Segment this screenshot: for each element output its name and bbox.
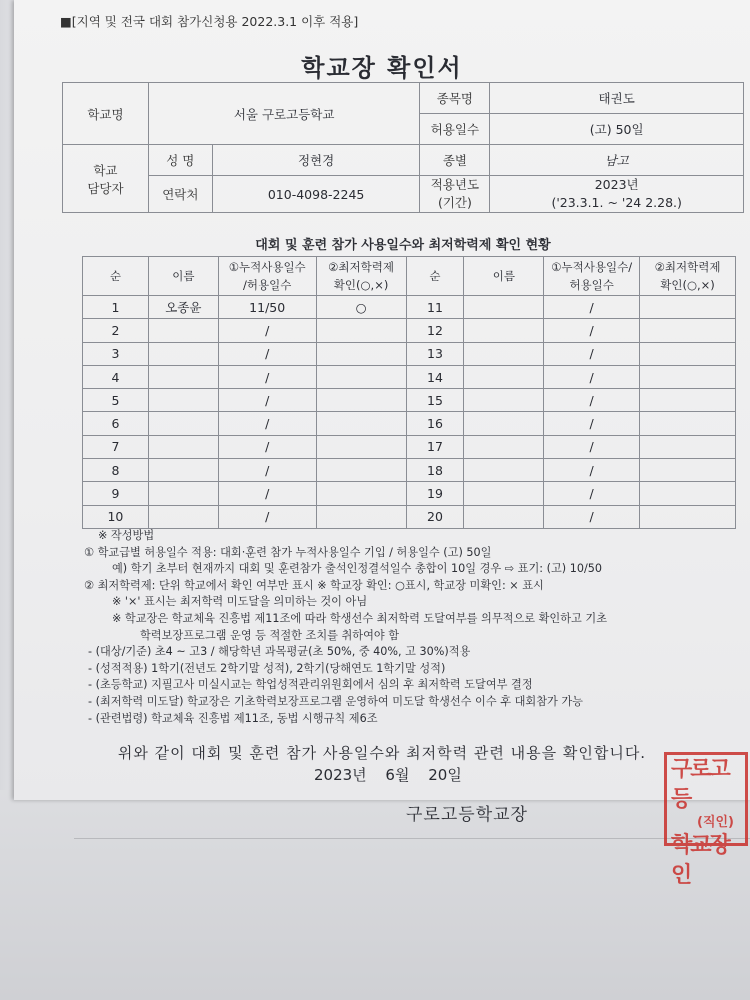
col-min-line2: 확인(○,×): [333, 278, 389, 292]
year-value-cell: [490, 176, 744, 213]
row-check: [316, 412, 406, 435]
row-name-right: [464, 342, 544, 365]
row-check-right: [640, 435, 736, 458]
row-number-right: 14: [406, 365, 464, 388]
note-item: ① 학교급별 허용일수 적용: 대회·훈련 참가 누적사용일수 기입 / 허용일수 (고) 50일: [84, 545, 492, 559]
contact-person-label: [63, 145, 149, 213]
row-number-right: 18: [406, 459, 464, 482]
school-name: 서울 구로고등학교: [148, 83, 420, 145]
table-row: [83, 319, 736, 342]
row-name-right: [464, 296, 544, 319]
row-check: ○: [316, 296, 406, 319]
note-item: 학력보장프로그램 운영 등 적절한 조치를 취하여야 함: [140, 628, 400, 642]
participation-table: [82, 256, 736, 529]
category-value: 남고: [490, 145, 744, 176]
row-number: 9: [83, 482, 149, 505]
table-row: [83, 435, 736, 458]
seal-line2: 학교장인: [671, 833, 729, 888]
table-row: [83, 342, 736, 365]
row-check-right: [640, 296, 736, 319]
seal-mid: (직인): [697, 815, 734, 830]
row-number-right: 15: [406, 389, 464, 412]
note-item: - (최저학력 미도달) 학교장은 기초학력보장프로그램 운영하여 미도달 학생선수 이수 후 대회참가 가능: [88, 694, 583, 708]
row-number-right: 20: [406, 505, 464, 528]
allowed-days-label: 허용일수: [420, 114, 490, 145]
row-days-right: /: [544, 459, 640, 482]
row-name-right: [464, 482, 544, 505]
note-item: ② 최저학력제: 단위 학교에서 확인 여부만 표시 ※ 학교장 확인: ○표시, 학교장 미확인: × 표시: [84, 578, 544, 592]
row-check: [316, 505, 406, 528]
row-check: [316, 482, 406, 505]
row-number: 2: [83, 319, 149, 342]
allowed-days-value: (고) 50일: [490, 114, 744, 145]
phone-label: 연락처: [148, 176, 212, 213]
issue-date: 2023년 6월 20일: [314, 766, 462, 784]
row-days-right: /: [544, 319, 640, 342]
phone-value: 010-4098-2245: [212, 176, 420, 213]
year-label-line1: 적용년도: [430, 177, 480, 192]
instructions: [84, 528, 748, 727]
row-days-right: /: [544, 505, 640, 528]
table-row: [83, 365, 736, 388]
school-label: 학교명: [63, 83, 149, 145]
row-check-right: [640, 365, 736, 388]
row-number: 1: [83, 296, 149, 319]
row-name-right: [464, 389, 544, 412]
row-name: [148, 459, 218, 482]
document-title: 학교장 확인서: [301, 54, 463, 82]
row-number: 6: [83, 412, 149, 435]
row-days-right: /: [544, 412, 640, 435]
col-days-right-line1: ①누적사용일수/: [551, 260, 633, 274]
row-days: /: [218, 505, 316, 528]
row-name: [148, 365, 218, 388]
official-seal-stamp: [664, 752, 748, 888]
row-check-right: [640, 412, 736, 435]
note-item: - (대상/기준) 초4 ~ 고3 / 해당학년 과목평균(초 50%, 중 40%, 고 30%)적용: [88, 645, 471, 659]
status-title: 대회 및 훈련 참가 사용일수와 최저학력제 확인 현황: [255, 238, 551, 253]
row-days-right: /: [544, 389, 640, 412]
col-no: 순: [83, 257, 149, 296]
row-name-right: [464, 365, 544, 388]
row-number: 3: [83, 342, 149, 365]
row-number: 4: [83, 365, 149, 388]
row-name: [148, 435, 218, 458]
year-label-line2: (기간): [437, 195, 472, 210]
row-days: /: [218, 365, 316, 388]
note-item: 예) 학기 초부터 현재까지 대회 및 훈련참가 출석인정결석일수 총합이 10일 경우 ⇨ 표기: (고) 10/50: [112, 562, 602, 576]
col-no-right: 순: [406, 257, 464, 296]
col-name: 이름: [148, 257, 218, 296]
row-check: [316, 342, 406, 365]
note-heading: ※ 작성방법: [98, 529, 155, 542]
lower-paper-background: [0, 790, 750, 1000]
row-check-right: [640, 389, 736, 412]
period-value: ('23.3.1. ~ '24 2.28.): [551, 195, 682, 210]
row-check-right: [640, 342, 736, 365]
row-check: [316, 389, 406, 412]
table-row: [83, 505, 736, 528]
seal-line1: 구로고등: [671, 757, 729, 812]
row-number: 8: [83, 459, 149, 482]
school-info-table: [62, 82, 744, 213]
row-name-right: [464, 319, 544, 342]
year-label: [420, 176, 490, 213]
row-check: [316, 365, 406, 388]
principal-name: 구로고등학교장: [406, 805, 528, 825]
row-check-right: [640, 319, 736, 342]
row-days: /: [218, 389, 316, 412]
col-days-line1: ①누적사용일수: [228, 260, 306, 274]
row-name: [148, 482, 218, 505]
confirmation-statement: 위와 같이 대회 및 훈련 참가 사용일수와 최저학력 관련 내용을 확인합니다.: [117, 744, 647, 762]
row-name-right: [464, 435, 544, 458]
row-days: /: [218, 319, 316, 342]
name-label: 성 명: [148, 145, 212, 176]
row-days: /: [218, 412, 316, 435]
row-check-right: [640, 459, 736, 482]
table-row: [83, 459, 736, 482]
row-check-right: [640, 482, 736, 505]
row-check: [316, 435, 406, 458]
table-row: [83, 389, 736, 412]
note-item: - (초등학교) 지필고사 미실시교는 학업성적관리위원회에서 심의 후 최저학력 도달여부 결정: [88, 678, 533, 692]
divider: [74, 838, 750, 839]
row-check: [316, 459, 406, 482]
table-row: [83, 296, 736, 319]
row-name: 오종윤: [148, 296, 218, 319]
col-days: [218, 257, 316, 296]
table-row: [83, 412, 736, 435]
category-label: 종별: [420, 145, 490, 176]
row-name-right: [464, 412, 544, 435]
row-days: /: [218, 435, 316, 458]
col-min-line1: ②최저학력제: [328, 260, 394, 274]
col-min-right-line2: 확인(○,×): [660, 278, 715, 292]
contact-label-line2: 담당자: [87, 180, 124, 196]
col-days-right: [544, 257, 640, 296]
row-days-right: /: [544, 296, 640, 319]
row-days-right: /: [544, 435, 640, 458]
col-days-line2: /허용일수: [243, 278, 292, 292]
sport-label: 종목명: [420, 83, 490, 114]
note-item: ※ '×' 표시는 최저학력 미도달을 의미하는 것이 아님: [112, 595, 368, 609]
row-check-right: [640, 505, 736, 528]
contact-label-line1: 학교: [93, 162, 118, 178]
col-min-right-line1: ②최저학력제: [654, 260, 721, 274]
note-item: - (관련법령) 학교체육 진흥법 제11조, 동법 시행규칙 제6조: [88, 711, 378, 725]
row-days: /: [218, 482, 316, 505]
row-days-right: /: [544, 342, 640, 365]
col-min-right: [640, 257, 736, 296]
row-number-right: 12: [406, 319, 464, 342]
sport-value: 태권도: [490, 83, 744, 114]
row-days: /: [218, 459, 316, 482]
row-number-right: 19: [406, 482, 464, 505]
row-days: /: [218, 342, 316, 365]
row-name: [148, 412, 218, 435]
row-name-right: [464, 505, 544, 528]
name-value: 정현경: [212, 145, 420, 176]
row-number: 5: [83, 389, 149, 412]
note-item: ※ 학교장은 학교체육 진흥법 제11조에 따라 학생선수 최저학력 도달여부를 의무적으로 확인하고 기초: [112, 611, 608, 625]
row-days-right: /: [544, 482, 640, 505]
row-name: [148, 505, 218, 528]
row-number: 7: [83, 435, 149, 458]
row-number-right: 13: [406, 342, 464, 365]
row-name: [148, 342, 218, 365]
col-days-right-line2: 허용일수: [569, 278, 614, 292]
note-item: - (성적적용) 1학기(전년도 2학기말 성적), 2학기(당해연도 1학기말 성적): [88, 661, 446, 675]
row-number-right: 11: [406, 296, 464, 319]
row-name: [148, 319, 218, 342]
row-number-right: 17: [406, 435, 464, 458]
year-value: 2023년: [594, 177, 639, 192]
col-min: [316, 257, 406, 296]
col-name-right: 이름: [464, 257, 544, 296]
header-note: ■[지역 및 전국 대회 참가신청용 2022.3.1 이후 적용]: [60, 14, 359, 29]
row-number: 10: [83, 505, 149, 528]
row-name-right: [464, 459, 544, 482]
table-row: [83, 482, 736, 505]
row-days: 11/50: [218, 296, 316, 319]
table-header-row: [83, 257, 736, 296]
row-number-right: 16: [406, 412, 464, 435]
row-name: [148, 389, 218, 412]
row-days-right: /: [544, 365, 640, 388]
row-check: [316, 319, 406, 342]
